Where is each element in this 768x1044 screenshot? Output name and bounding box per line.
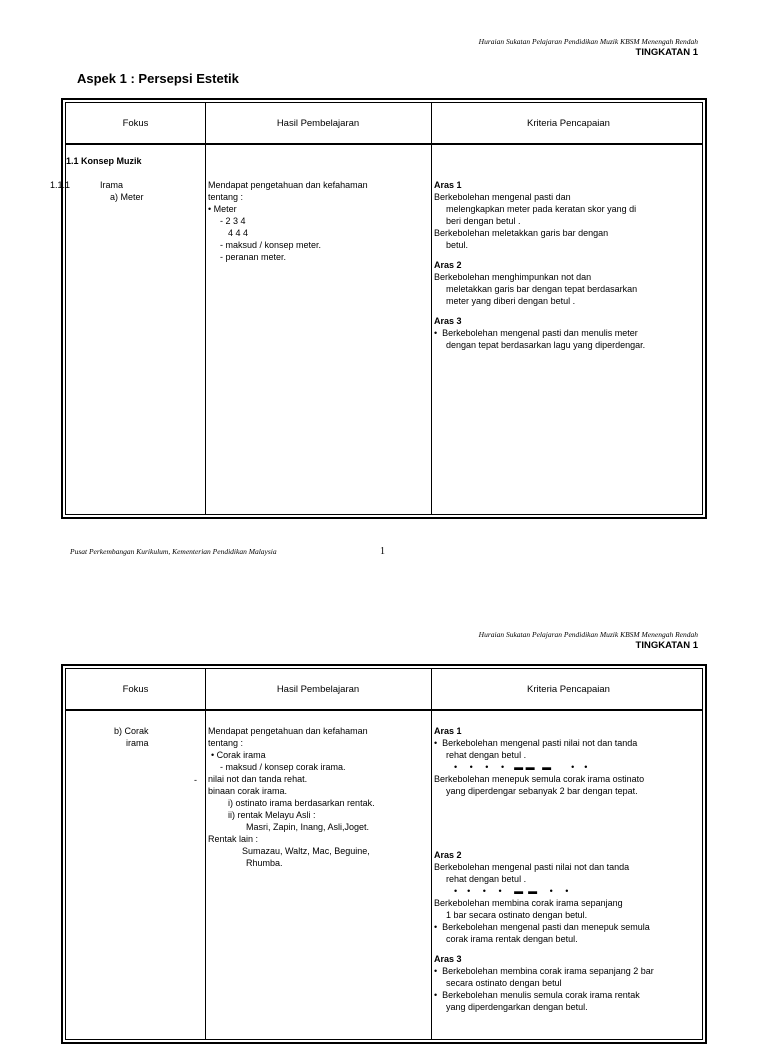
col-header-fokus-2: Fokus [122,684,149,695]
fokus2-text: b) Corak irama [114,726,149,748]
col-header-kriteria: Kriteria Pencapaian [527,118,610,129]
page1-footer: Pusat Perkembangan Kurikulum, Kementerian Pendidikan Malaysia [70,547,277,556]
col-header-kriteria-2: Kriteria Pencapaian [527,684,610,695]
fokus-number: 1.1.1 [50,180,71,190]
section-title: Aspek 1 : Persepsi Estetik [77,71,239,86]
rhythm-notation-2: • • • • ▬ ▬ • • [454,886,569,896]
fokus-sub: a) Meter [110,192,144,202]
col-header-hasil: Hasil Pembelajaran [276,118,360,129]
kriteria2-text: Aras 1 • Berkebolehan mengenal pasti nilai not dan tanda rehat dengan betul . • • • • ▬ ▬ ▬ • • Berkebolehan menepuk semula corak irama ostinato yang diperdengar sebanyak 2 bar dengan tepat. Aras 2 Berkebolehan mengenal pasti nilai not dan tanda rehat dengan betul . • • • • ▬ ▬ • • Berkebolehan membina corak irama sepanjang 1 bar secara ostinato dengan betul. • Berkebolehan mengenal pasti dan menepuk semula corak irama rentak dengan betul. Aras 3 • Berkebolehan membina corak irama sepanjang 2 bar secara ostinato dengan betul • Berkebolehan menulis semula corak irama rentak yang diperdengarkan dengan betul. [434,726,654,1012]
hasil-text: Mendapat pengetahuan dan kefahaman tentang : • Meter - 2 3 4 4 4 4 - maksud / konsep meter. - peranan meter. [208,180,368,262]
page1-header-level: TINGKATAN 1 [635,47,698,58]
fokus-item: Irama [100,180,124,190]
page2-table [61,664,707,1044]
page2-header-italic: Huraian Sukatan Pelajaran Pendidikan Muzik KBSM Menengah Rendah [478,630,698,639]
page1-header-italic: Huraian Sukatan Pelajaran Pendidikan Muzik KBSM Menengah Rendah [478,37,698,46]
fokus2-dash: - [194,775,197,785]
page1-table [50,98,707,519]
rhythm-notation-1: • • • • ▬ ▬ ▬ • • [454,762,588,772]
page2-header-level: TINGKATAN 1 [635,640,698,651]
kriteria-text: Aras 1 Berkebolehan mengenal pasti dan melengkapkan meter pada keratan skor yang di beri dengan betul . Berkebolehan meletakkan garis bar dengan betul. Aras 2 Berkebolehan menghimpunkan not dan meletakkan garis bar dengan tepat berdasarkan meter yang diberi dengan betul . Aras 3 • Berkebolehan mengenal pasti dan menulis meter dengan tepat berdasarkan lagu yang diperdengar. [434,180,646,350]
fokus-heading: 1.1 Konsep Muzik [66,156,142,166]
page-number: 1 [380,546,385,557]
col-header-fokus: Fokus [122,118,149,129]
col-header-hasil-2: Hasil Pembelajaran [276,684,360,695]
hasil2-text: Mendapat pengetahuan dan kefahaman tentang : • Corak irama - maksud / konsep corak irama. nilai not dan tanda rehat. binaan corak irama. i) ostinato irama berdasarkan rentak. ii) rentak Melayu Asli : Masri, Zapin, Inang, Asli,Joget. Rentak lain : Sumazau, Waltz, Mac, Beguine, Rhumba. [208,726,375,868]
